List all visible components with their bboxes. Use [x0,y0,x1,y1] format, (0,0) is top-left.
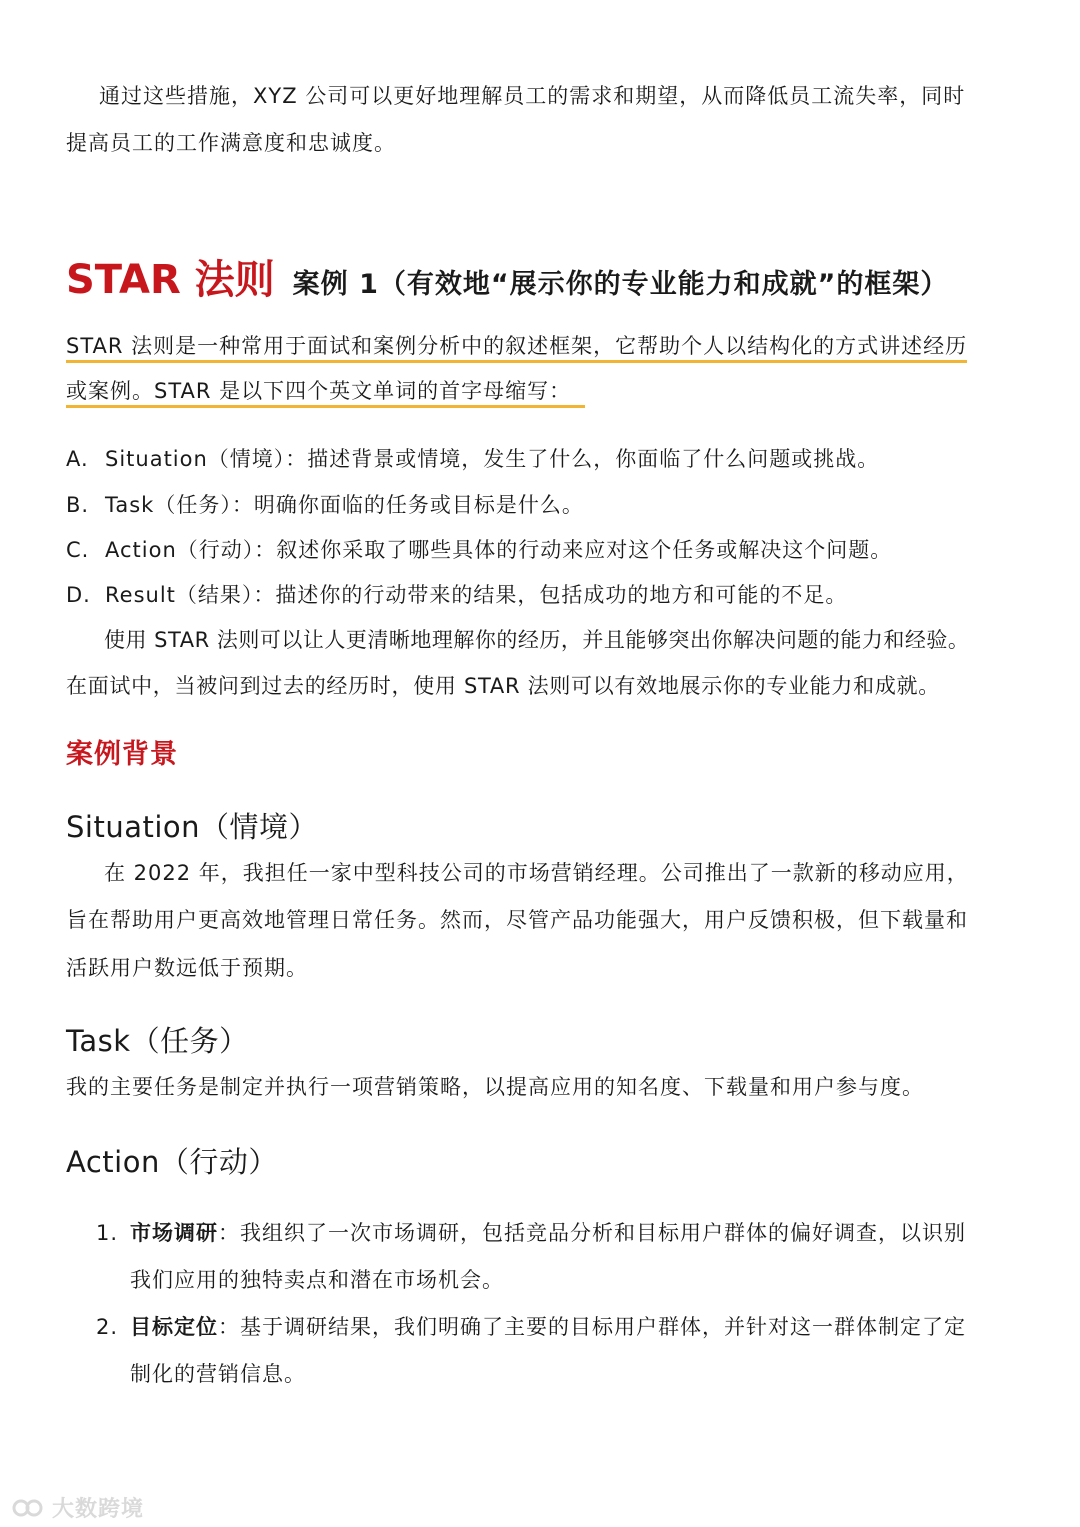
situation-line-1: 在 2022 年，我担任一家中型科技公司的市场营销经理。公司推出了一款新的移动应用， [104,861,969,885]
case-subtitle: 案例 1（有效地“展示你的专业能力和成就”的框架） [292,269,949,300]
case-background-heading: 案例背景 [66,739,178,770]
action-item-continuation: 制化的营销信息。 [130,1362,306,1386]
list-marker: C. [66,538,90,562]
watermark [12,1492,144,1523]
definition-line-2 [66,368,1016,415]
usage-line-2: 在面试中，当被问到过去的经历时，使用 STAR 法则可以有效地展示你的专业能力和成就。 [66,674,940,698]
intro-line-2: 提高员工的工作满意度和忠诚度。 [66,131,396,155]
task-heading: Task（任务） [66,1024,249,1058]
list-marker: D. [66,583,91,607]
list-text: Result（结果）：描述你的行动带来的结果，包括成功的地方和可能的不足。 [105,583,848,607]
intro-line-1: 通过这些措施，XYZ 公司可以更好地理解员工的需求和期望，从而降低员工流失率，同时 [99,84,966,108]
action-item-number: 1. [96,1221,119,1245]
list-text: Task（任务）：明确你面临的任务或目标是什么。 [105,493,584,517]
action-item-continuation: 我们应用的独特卖点和潜在市场机会。 [130,1268,504,1292]
list-marker: A. [66,447,89,471]
situation-heading: Situation（情境） [66,810,319,844]
action-item-label: 市场调研 [130,1221,218,1245]
list-text: Action（行动）：叙述你采取了哪些具体的行动来应对这个任务或解决这个问题。 [105,538,893,562]
definition-text-2: 或案例。STAR 是以下四个英文单词的首字母缩写： [66,379,585,408]
action-item [96,1210,966,1304]
situation-line-3: 活跃用户数远低于预期。 [66,956,308,980]
list-marker: B. [66,493,90,517]
main-heading [66,248,948,305]
situation-line-2: 旨在帮助用户更高效地管理日常任务。然而，尽管产品功能强大，用户反馈积极，但下载量和 [66,908,968,932]
definition-text-1: STAR 法则是一种常用于面试和案例分析中的叙述框架，它帮助个人以结构化的方式讲述经历 [66,334,967,363]
usage-line-1: 使用 STAR 法则可以让人更清晰地理解你的经历，并且能够突出你解决问题的能力和经验。 [104,628,970,652]
list-item [66,572,847,618]
action-item-label: 目标定位 [130,1315,218,1339]
action-item-number: 2. [96,1315,119,1339]
list-text: Situation（情境）：描述背景或情境，发生了什么，你面临了什么问题或挑战。 [105,447,880,471]
list-item [66,527,892,573]
watermark-logo-icon [12,1495,46,1521]
action-item [96,1304,966,1398]
list-item [66,482,584,528]
list-item [66,436,879,482]
action-item-text: ：基于调研结果，我们明确了主要的目标用户群体，并针对这一群体制定了定 [218,1315,966,1339]
star-title: STAR 法则 [66,257,275,303]
watermark-text: 大数跨境 [52,1497,145,1522]
definition-line-1 [66,323,1016,370]
action-heading: Action（行动） [66,1145,278,1179]
action-item-text: ：我组织了一次市场调研，包括竞品分析和目标用户群体的偏好调查，以识别 [218,1221,966,1245]
task-line-1: 我的主要任务是制定并执行一项营销策略，以提高应用的知名度、下载量和用户参与度。 [66,1075,924,1099]
